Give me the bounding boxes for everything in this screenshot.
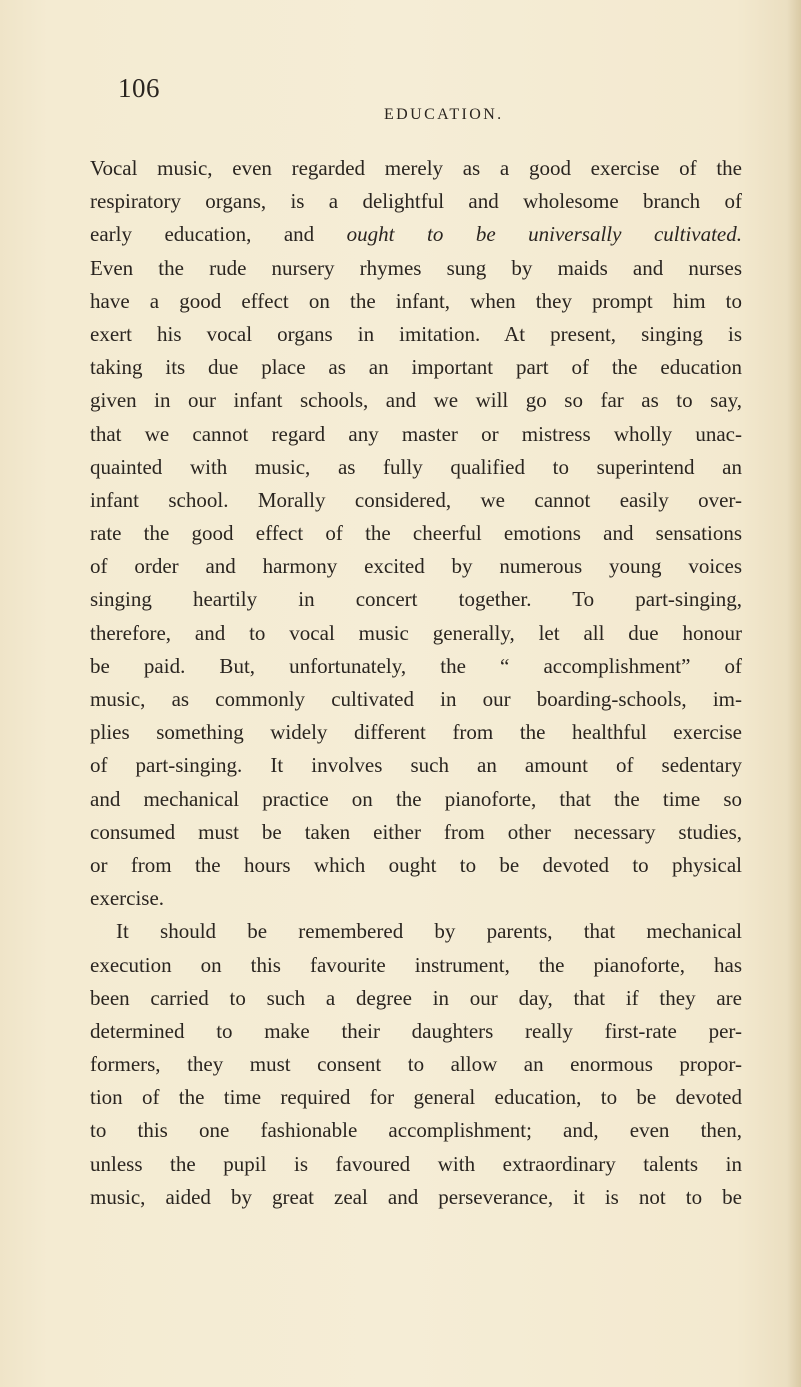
text-line: unless the pupil is favoured with extraordinary talents in — [90, 1151, 742, 1176]
text-line: given in our infant schools, and we will go so far as to say, — [90, 388, 742, 413]
running-head: EDUCATION. — [384, 106, 504, 123]
page-header — [0, 73, 801, 123]
text-line: determined to make their daughters really first-rate per- — [90, 1018, 742, 1043]
text-line: execution on this favourite instrument, the pianoforte, has — [90, 952, 742, 977]
text-line: infant school. Morally considered, we cannot easily over- — [90, 487, 742, 512]
italic-phrase: ought to be universally cultivated. — [346, 222, 743, 247]
text-line: that we cannot regard any master or mistress wholly unac- — [90, 421, 742, 446]
text-line: exert his vocal organs in imitation. At present, singing is — [90, 321, 742, 346]
text-line: tion of the time required for general education, to be devoted — [90, 1085, 742, 1110]
text-line: music, aided by great zeal and perseverance, it is not to be — [90, 1184, 742, 1209]
text-line: Even the rude nursery rhymes sung by maids and nurses — [90, 255, 742, 280]
text-line: formers, they must consent to allow an enormous propor- — [90, 1052, 742, 1077]
text-line: music, as commonly cultivated in our boarding-schools, im- — [90, 687, 742, 711]
text-line: have a good effect on the infant, when they prompt him to — [90, 288, 742, 313]
text-line: or from the hours which ought to be devoted to physical — [90, 852, 742, 877]
text-line: of order and harmony excited by numerous young voices — [90, 554, 742, 579]
text-line: exercise. — [90, 886, 165, 911]
text-line: quainted with music, as fully qualified to superintend an — [90, 454, 742, 479]
text-line: rate the good effect of the cheerful emotions and sensations — [90, 521, 742, 546]
text-line: consumed must be taken either from other necessary studies, — [90, 819, 742, 844]
text-line: singing heartily in concert together. To part-singing, — [90, 587, 742, 612]
text-line: to this one fashionable accomplishment; and, even then, — [90, 1118, 742, 1143]
text-line: and mechanical practice on the pianoforte, that the time so — [90, 786, 742, 811]
text-line: plies something widely different from the healthful exercise — [90, 720, 742, 745]
body-text — [64, 152, 742, 1214]
text-line: of part-singing. It involves such an amount of sedentary — [90, 753, 742, 778]
text-line: therefore, and to vocal music generally, let all due honour — [90, 620, 742, 645]
page-number: 106 — [118, 73, 160, 103]
text-span: early education, and — [90, 222, 347, 247]
text-line: be paid. But, unfortunately, the “ accomplishment” of — [90, 653, 742, 678]
text-line: Vocal music, even regarded merely as a good exercise of the — [90, 156, 742, 180]
text-line: respiratory organs, is a delightful and wholesome branch of — [90, 189, 742, 214]
text-line-with-italic — [64, 218, 742, 251]
text-line: It should be remembered by parents, that mechanical — [116, 919, 742, 944]
text-line: been carried to such a degree in our day, that if they are — [90, 985, 742, 1010]
text-line: taking its due place as an important part of the education — [90, 355, 742, 380]
page-edge-shadow — [787, 0, 801, 1387]
